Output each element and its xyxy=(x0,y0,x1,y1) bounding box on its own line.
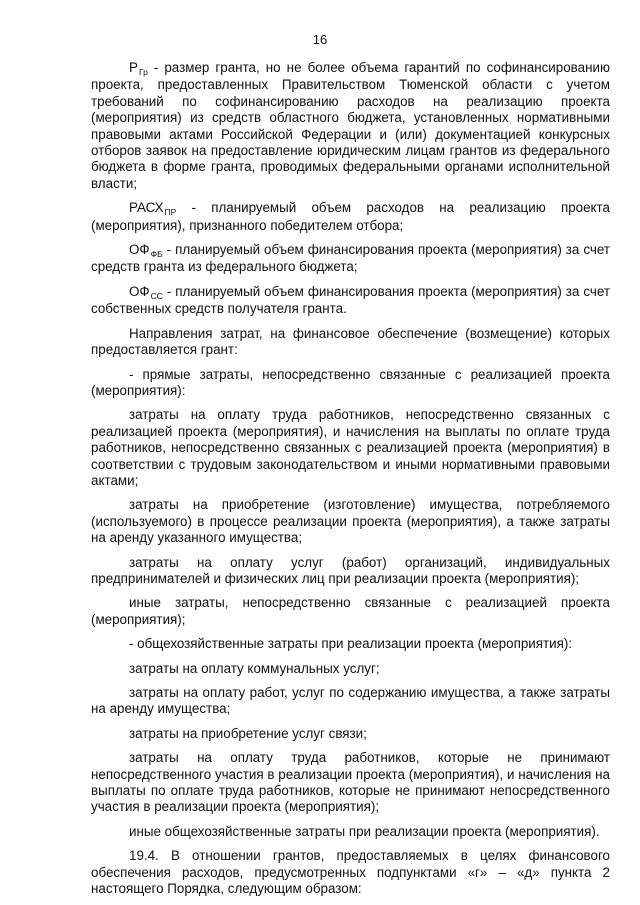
page-number: 16 xyxy=(312,32,328,47)
definition-grant-size xyxy=(91,60,610,192)
paragraph: затраты на оплату коммунальных услуг; xyxy=(129,660,380,676)
paragraph: иные общехозяйственные затраты при реализации проекта (мероприятия). xyxy=(129,823,600,839)
formula-subscript: СС xyxy=(150,290,163,301)
definition-text: - планируемый объем финансирования проекта (мероприятия) за счет собственных средств получателя гранта. xyxy=(91,283,610,317)
paragraph: - общехозяйственные затраты при реализации проекта (мероприятия): xyxy=(129,636,573,652)
paragraph: затраты на оплату работ, услуг по содержанию имущества, а также затраты на аренду имущества; xyxy=(91,685,610,717)
formula-symbol: ОФ xyxy=(129,283,150,299)
definition-text: - размер гранта, но не более объема гарантий по софинансированию проекта, предоставленных Правительством Тюменской области с учетом требований по софинансированию расходов на реализацию проекта (мероприятия) из средств областного бюджета, установленных нормативными правовыми актами Российской Федерации и (или) документацией конкурсных отборов заявок на предоставление юридическим лицам грантов из федерального бюджета в форме гранта, проводимых федеральными органами исполнительной власти; xyxy=(91,60,610,191)
definition-text: - планируемый объем расходов на реализацию проекта (мероприятия), признанного победителем отбора; xyxy=(91,200,610,233)
paragraph: затраты на оплату труда работников, непосредственно связанных с реализацией проекта (мероприятия), и начисления на выплаты по оплате труда работников, непосредственно связанных с реализацией проекта (мероприятия) в соответствии с трудовым законодательством и иными нормативными правовыми актами; xyxy=(91,407,610,488)
paragraph: иные затраты, непосредственно связанные с реализацией проекта (мероприятия); xyxy=(91,595,610,627)
formula-symbol: P xyxy=(129,60,138,75)
paragraph: Направления затрат, на финансовое обеспечение (возмещение) которых предоставляется грант: xyxy=(91,325,610,358)
formula-subscript: Гр xyxy=(138,67,148,77)
paragraph: 19.4. В отношении грантов, предоставляемых в целях финансового обеспечения расходов, предусмотренных подпунктами «г» – «д» пункта 2 настоящего Порядка, следующим образом: xyxy=(91,848,610,897)
definition-planned-expenses xyxy=(91,200,610,234)
paragraph: затраты на оплату труда работников, которые не принимают непосредственного участия в реализации проекта (мероприятия), и начисления на выплаты по оплате труда работников, которые не принимают непосредственного участия в реализации проекта (мероприятия); xyxy=(91,750,610,815)
definition-own-funding xyxy=(91,284,610,318)
formula-subscript: ПР xyxy=(164,207,177,218)
formula-subscript: ФБ xyxy=(150,249,163,260)
document-body xyxy=(91,60,610,897)
definition-text: - планируемый объем финансирования проекта (мероприятия) за счет средств гранта из федерального бюджета; xyxy=(91,242,610,275)
paragraph: затраты на приобретение услуг связи; xyxy=(129,725,367,741)
formula-symbol: ОФ xyxy=(129,242,150,258)
definition-federal-funding xyxy=(91,242,610,276)
paragraph: - прямые затраты, непосредственно связанные с реализацией проекта (мероприятия): xyxy=(91,366,610,398)
paragraph: затраты на оплату услуг (работ) организаций, индивидуальных предпринимателей и физических лиц при реализации проекта (мероприятия); xyxy=(91,554,610,586)
paragraph: затраты на приобретение (изготовление) имущества, потребляемого (используемого) в процессе реализации проекта (мероприятия), а также затраты на аренду указанного имущества; xyxy=(91,497,610,546)
formula-symbol: РАСХ xyxy=(129,200,164,216)
